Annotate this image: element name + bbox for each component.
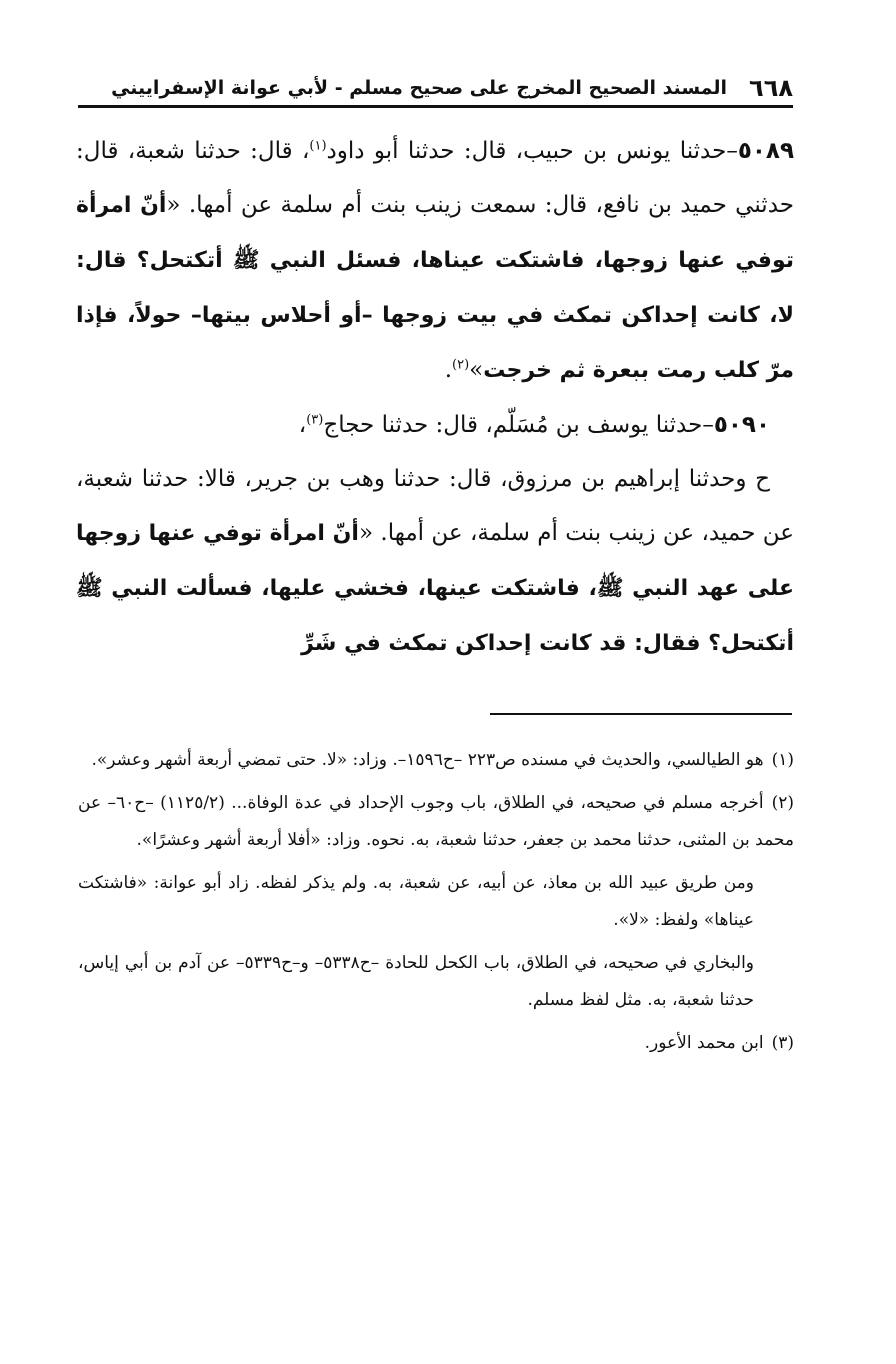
footnote-text: ابن محمد الأعور. [644,1033,764,1053]
hadith-matn: أنّ امرأة توفي عنها زوجها على عهد النبي ﷺ، فاشتكت عينها، فخشي عليها، فسألت النبي ﷺ أتكتحل؟ فقال: قد كانت إحداكن تمكث في شَرِّ [76,521,794,656]
footnote-separator [490,713,792,715]
hadith-5090 [76,452,794,671]
footnote-1 [78,742,794,779]
hadith-intro: –حدثنا يوسف بن مُسَلّم، قال: حدثنا حجاج [323,412,714,438]
footnote-ref-3[interactable]: (٣) [306,412,324,428]
hadith-matn: أنّ امرأة توفي عنها زوجها، فاشتكت عيناها، فسئل النبي ﷺ أتكتحل؟ قال: لا، كانت إحداكن تمكث في بيت زوجها –أو أحلاس بيتها– حولاً، فإذا مرّ كلب رمت ببعرة ثم خرجت [76,193,794,383]
footnote-ref-1[interactable]: (١) [309,138,327,154]
hadith-5090-heading [76,398,794,452]
footnotes [78,742,794,1068]
page-number: ٦٦٨ [749,73,793,102]
hadith-number: ٥٠٨٩ [737,138,794,164]
footnote-2-para-2: ومن طريق عبيد الله بن معاذ، عن أبيه، عن شعبة، به. ولم يذكر لفظه. زاد أبو عوانة: «فاشتكت عيناها» ولفظ: «لا». [78,873,754,930]
footnote-text: أخرجه مسلم في صحيحه، في الطلاق، باب وجوب الإحداد في عدة الوفاة... (١١٢٥/٢) –ح٦٠– عن محمد بن المثنى، حدثنا محمد بن جعفر، حدثنا شعبة، به. نحوه. وزاد: «أفلا أربعة أشهر وعشرًا». [78,793,794,850]
footnote-ref-2[interactable]: (٢) [452,357,470,373]
running-header [78,70,793,108]
footnote-number: (٢) [771,793,794,813]
hadith-chain: ح وحدثنا إبراهيم بن مرزوق، قال: حدثنا وهب بن جرير، قالا: حدثنا شعبة، عن حميد، عن زينب بنت أم سلمة، عن أمها. « [76,466,794,546]
footnote-number: (١) [771,750,794,770]
hadith-chain: ، قال: حدثنا شعبة، قال: حدثني حميد بن نافع، قال: سمعت زينب بنت أم سلمة عن أمها. « [76,138,794,218]
comma: ، [298,412,307,438]
sentence-end: . [444,357,452,383]
book-title: المسند الصحيح المخرج على صحيح مسلم - لأبي عوانة الإسفراييني [111,76,728,99]
hadith-number: ٥٠٩٠ [713,412,770,438]
footnote-number: (٣) [771,1033,794,1053]
footnote-3 [78,1025,794,1062]
quote-close: » [469,357,484,383]
footnote-text: هو الطيالسي، والحديث في مسنده ص٢٢٣ –ح١٥٩٦–. وزاد: «لا. حتى تمضي أربعة أشهر وعشر». [91,750,764,770]
main-text [76,124,794,671]
hadith-intro: –حدثنا يونس بن حبيب، قال: حدثنا أبو داود [326,138,738,164]
footnote-2-para-3: والبخاري في صحيحه، في الطلاق، باب الكحل للحادة –ح٥٣٣٨– و–ح٥٣٣٩– عن آدم بن أبي إياس، حدثنا شعبة، به. مثل لفظ مسلم. [78,953,755,1010]
footnote-2 [78,785,794,859]
hadith-5089 [76,124,794,398]
